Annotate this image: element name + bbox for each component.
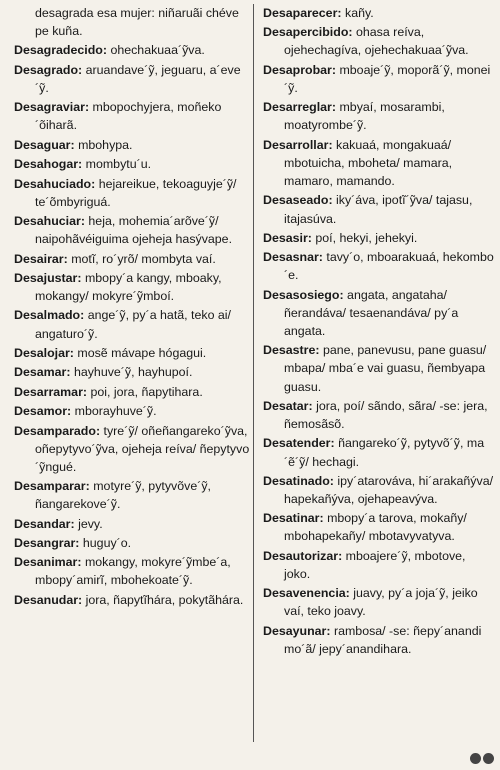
- dictionary-entry: [263, 509, 495, 545]
- headword-colon: :: [77, 555, 82, 570]
- entry-headword: Desatar: [263, 398, 309, 413]
- entry-headword: Desapercibido: [263, 25, 349, 40]
- entry-definition: ohechakuaa´ỹva.: [110, 43, 205, 58]
- dictionary-entry: [14, 98, 250, 134]
- dictionary-entry: [14, 136, 250, 154]
- headword-colon: :: [308, 398, 313, 413]
- dictionary-entry: [263, 136, 495, 190]
- dictionary-entry: [263, 4, 495, 22]
- entry-definition: pane, panevusu, pane guasu/ mbapa/ mba´e vai guasu, ñembyapa guasu.: [284, 343, 487, 394]
- entry-definition: heja, mohemia´arõve´ỹ/ naipohãvéiguima ojeheja hasývape.: [35, 214, 233, 247]
- headword-colon: :: [337, 6, 342, 20]
- right-column: [263, 4, 495, 659]
- entry-definition: jevy.: [78, 516, 103, 531]
- entry-headword: Desamar: [14, 365, 67, 380]
- entry-headword: Desanimar: [14, 555, 78, 570]
- entry-definition: juavy, py´a joja´ỹ, jeiko vaí, teko joavy.: [284, 586, 478, 619]
- entry-headword: Desaprobar: [263, 62, 332, 77]
- dictionary-entry: [14, 269, 250, 305]
- headword-colon: :: [78, 62, 83, 77]
- entry-definition: angata, angataha/ ñerandáva/ tesaenandáva/ py´a angata.: [284, 287, 459, 338]
- entry-headword: Desaguar: [14, 137, 71, 152]
- entry-headword: Desastre: [263, 343, 316, 358]
- entry-headword: Desagradecido: [14, 43, 103, 58]
- entry-headword: Desasir: [263, 230, 308, 245]
- entry-definition: poí, hekyi, jehekyi.: [315, 230, 418, 245]
- column-divider: [253, 4, 254, 742]
- entry-headword: Desagrado: [14, 62, 79, 77]
- entry-definition: mboajere´ỹ, mbotove, joko.: [284, 548, 466, 581]
- headword-colon: :: [84, 100, 90, 115]
- entry-headword: Desangrar: [14, 535, 76, 550]
- headword-colon: :: [75, 535, 80, 550]
- dictionary-entry: [14, 363, 250, 381]
- headword-colon: :: [80, 308, 85, 323]
- dictionary-entry: [14, 515, 250, 533]
- headword-colon: :: [95, 423, 101, 438]
- dictionary-entry: [263, 397, 495, 433]
- headword-colon: :: [307, 230, 312, 245]
- headword-colon: :: [348, 25, 353, 40]
- entry-headword: Desarrollar: [263, 137, 329, 152]
- entry-definition: huguy´o.: [82, 535, 132, 550]
- headword-colon: :: [315, 343, 320, 358]
- entry-definition: mokangy, mokyre´ỹmbe´a, mbopy´amirĩ, mbohekoate´ỹ.: [35, 555, 231, 588]
- entry-definition: kañy.: [345, 6, 374, 20]
- dictionary-entry: [263, 191, 495, 227]
- headword-colon: :: [339, 287, 344, 302]
- headword-colon: :: [70, 516, 75, 531]
- dictionary-entry: [263, 248, 495, 284]
- headword-colon: :: [67, 404, 72, 419]
- left-column: [14, 4, 250, 610]
- dictionary-entry: [14, 175, 250, 211]
- entry-definition: ange´ỹ, py´a hatã, teko ai/ angaturo´ỹ.: [35, 308, 231, 341]
- entry-definition: mbopochyjera, moñeko´õiharã.: [35, 100, 222, 133]
- entry-definition: poi, jora, ñapytihara.: [90, 384, 203, 399]
- dictionary-entry: [263, 286, 495, 340]
- dictionary-entry: [263, 434, 495, 470]
- dictionary-entry: [263, 98, 495, 134]
- dictionary-entry: [263, 622, 495, 658]
- dictionary-entry: [14, 155, 250, 173]
- entry-headword: Desaparecer: [263, 6, 338, 20]
- entry-headword: Desahuciado: [14, 176, 92, 191]
- entry-headword: Desasosiego: [263, 287, 340, 302]
- headword-colon: :: [66, 365, 71, 380]
- entry-definition: hayhuve´ỹ, hayhupoí.: [73, 365, 193, 380]
- dictionary-entry: [263, 584, 495, 620]
- entry-headword: Desatinar: [263, 511, 320, 526]
- dictionary-entry: [263, 472, 495, 508]
- headword-colon: :: [345, 586, 350, 601]
- dictionary-entry: [14, 344, 250, 362]
- entry-definition: mbopy´a kangy, mboaky, mokangy/ mokyre´ỹmboí.: [35, 270, 222, 304]
- entry-definition: iky´áva, ipotĩ´ỹva/ tajasu, itajasúva.: [284, 193, 473, 226]
- headword-colon: :: [63, 251, 68, 266]
- dictionary-entry: [14, 402, 250, 420]
- headword-colon: :: [102, 43, 107, 58]
- entry-headword: Desarreglar: [263, 100, 332, 115]
- headword-colon: :: [78, 157, 83, 172]
- entry-definition: desagrada esa mujer: niñaruãi chéve pe kuña.: [35, 6, 239, 39]
- entry-definition: aruandave´ỹ, jeguaru, a´eve´ỹ.: [35, 62, 241, 95]
- headword-colon: :: [69, 345, 74, 360]
- entry-definition: mosẽ mávape hógagui.: [77, 345, 207, 360]
- entry-headword: Desajustar: [14, 270, 78, 285]
- entry-headword: Desandar: [14, 516, 71, 531]
- entry-headword: Desautorizar: [263, 548, 339, 563]
- headword-colon: :: [85, 479, 90, 494]
- entry-headword: Desahuciar: [14, 214, 81, 229]
- entry-definition: ñangareko´ỹ, pytyvõ´ỹ, ma´ẽ´ỹ/ hechagi.: [284, 436, 485, 469]
- headword-colon: :: [78, 592, 83, 607]
- entry-definition: jora, ñapytĩhára, pokytãhára.: [85, 592, 244, 607]
- entry-definition: mborayhuve´ỹ.: [74, 404, 157, 419]
- entry-headword: Desairar: [14, 251, 64, 266]
- entry-headword: Desatinado: [263, 473, 330, 488]
- corner-dot-icon: [470, 753, 481, 764]
- entry-headword: Desamparado: [14, 423, 96, 438]
- headword-colon: :: [328, 137, 333, 152]
- headword-colon: :: [70, 137, 75, 152]
- dictionary-entry: [14, 534, 250, 552]
- entry-headword: Desagraviar: [14, 100, 85, 115]
- dictionary-entry: [14, 250, 250, 268]
- entry-definition: motĩ, ro´yrõ/ mombyta vaí.: [71, 251, 216, 266]
- entry-headword: Desarramar: [14, 384, 83, 399]
- dictionary-entry: [14, 477, 250, 513]
- entry-definition: ipy´atarováva, hi´arakañýva/ hapekañýva, ojehapeavýva.: [284, 473, 494, 506]
- entry-definition: mboaje´ỹ, moporã´ỹ, monei´ỹ.: [284, 62, 491, 95]
- entry-headword: Desalojar: [14, 345, 70, 360]
- headword-colon: :: [318, 250, 323, 265]
- entry-definition: tavy´o, mboarakuaá, hekombo´e.: [284, 250, 494, 283]
- headword-colon: :: [331, 62, 337, 77]
- entry-headword: Desanudar: [14, 592, 79, 607]
- entry-headword: Desasnar: [263, 250, 319, 265]
- dictionary-entry: [14, 383, 250, 401]
- entry-headword: Desamparar: [14, 479, 86, 494]
- entry-definition: motyre´ỹ, pytyvõve´ỹ, ñangarekove´ỹ.: [35, 479, 211, 512]
- dictionary-entry: [14, 553, 250, 589]
- entry-definition: ohasa reíva, ojehechagíva, ojehechakuaa´ỹva.: [284, 25, 469, 58]
- dictionary-entry: [263, 61, 495, 97]
- headword-colon: :: [82, 384, 88, 399]
- dictionary-entry: [263, 341, 495, 395]
- dictionary-entry: [263, 23, 495, 59]
- entry-definition: mbyaí, mosarambi, moatyrombe´ỹ.: [284, 100, 445, 133]
- headword-colon: :: [330, 436, 335, 451]
- entry-definition: mbopy´a tarova, mokañy/ mbohapekañy/ mbotavyvatyva.: [284, 511, 467, 544]
- entry-definition: jora, poí/ sãndo, sãra/ -se: jera, ñemosãsõ.: [284, 398, 488, 432]
- entry-continuation: [14, 4, 250, 40]
- dictionary-entry: [14, 212, 250, 248]
- headword-colon: :: [326, 623, 331, 638]
- dictionary-entry: [14, 61, 250, 97]
- entry-definition: mbohypa.: [78, 137, 133, 152]
- entry-headword: Desamor: [14, 404, 68, 419]
- entry-headword: Desatender: [263, 436, 331, 451]
- entry-headword: Desahogar: [14, 157, 79, 172]
- entry-headword: Desalmado: [14, 308, 81, 323]
- corner-dot-icon: [483, 753, 494, 764]
- dictionary-entry: [263, 547, 495, 583]
- entry-headword: Desavenencia: [263, 586, 346, 601]
- entry-headword: Desayunar: [263, 623, 327, 638]
- dictionary-entry: [14, 41, 250, 59]
- entry-definition: hejareikue, tekoaguyje´ỹ/ te´õmbyriguá.: [35, 176, 237, 209]
- entry-headword: Desaseado: [263, 193, 329, 208]
- dictionary-entry: [263, 229, 495, 247]
- headword-colon: :: [77, 270, 82, 285]
- entry-definition: mombytu´u.: [85, 157, 152, 172]
- headword-colon: :: [328, 193, 333, 208]
- dictionary-entry: [14, 306, 250, 342]
- entry-definition: tyre´ỹ/ oñeñangareko´ỹva, oñepytyvo´ỹva, ojeheja reíva/ ñepytyvo´ỹngué.: [35, 423, 250, 474]
- headword-colon: :: [91, 176, 96, 191]
- headword-colon: :: [331, 100, 337, 115]
- headword-colon: :: [329, 473, 334, 488]
- page-corner-marks: [470, 753, 494, 764]
- entry-definition: rambosa/ -se: ñepy´anandi mo´ã/ jepy´anandihara.: [284, 623, 482, 656]
- headword-colon: :: [80, 214, 85, 229]
- dictionary-entry: [14, 422, 250, 476]
- headword-colon: :: [338, 548, 343, 563]
- headword-colon: :: [319, 511, 324, 526]
- entry-definition: kakuaá, mongakuaá/ mbotuicha, mboheta/ mamara, mamaro, mamando.: [284, 137, 453, 189]
- dictionary-entry: [14, 591, 250, 609]
